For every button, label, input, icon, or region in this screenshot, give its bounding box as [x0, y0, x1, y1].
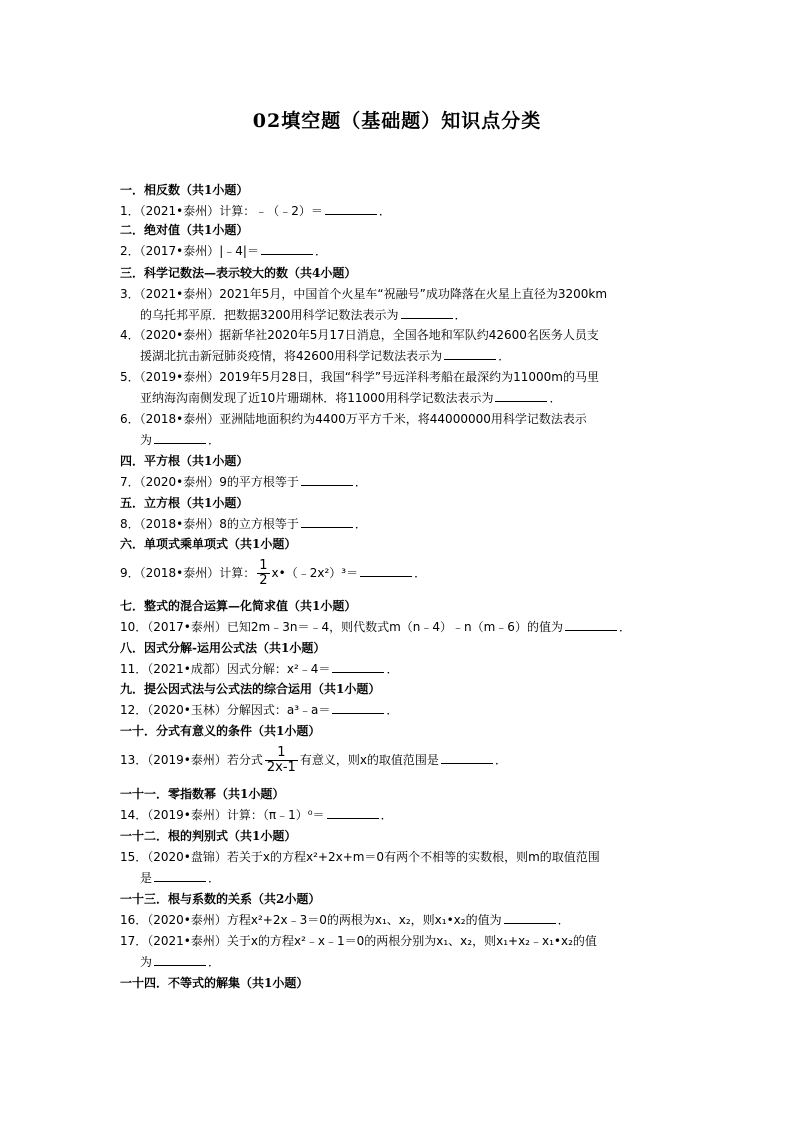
fraction — [257, 559, 269, 588]
question-item — [120, 243, 327, 259]
question-text: 为 — [140, 955, 153, 969]
period: ． — [208, 871, 221, 885]
section-heading: 一十四．不等式的解集（共1小题） — [120, 976, 309, 990]
section-heading: 一十一．零指数幂（共1小题） — [120, 787, 285, 801]
question-item — [120, 661, 398, 677]
question-text: 6．（2018•泰州）亚洲陆地面积约为4400万平方千米，将44000000用科学记数法表示 — [120, 412, 587, 426]
answer-blank[interactable] — [444, 348, 496, 360]
question-text: 17．（2021•泰州）关于x的方程x²﹣x﹣1＝0的两根分别为x₁、x₂，则x₁+x₂﹣x₁•x₂的值 — [120, 934, 597, 948]
answer-blank[interactable] — [325, 203, 377, 215]
answer-blank[interactable] — [441, 752, 493, 764]
period: ． — [557, 913, 570, 927]
period: ． — [454, 308, 467, 322]
question-item — [140, 954, 220, 970]
question-item — [120, 474, 367, 490]
answer-blank[interactable] — [327, 807, 379, 819]
question-item — [120, 702, 398, 718]
question-text: 5．（2019•泰州）2019年5月28日，我国“科学”号远洋科考船在最深约为11000m的马里 — [120, 370, 599, 384]
question-text: 4．（2020•泰州）据新华社2020年5月17日消息，全国各地和军队约42600名医务人员支 — [120, 328, 599, 342]
fraction-denominator: 2 — [259, 573, 268, 588]
question-text: 2．（2017•泰州）|﹣4|＝ — [120, 244, 259, 258]
answer-blank[interactable] — [495, 390, 547, 402]
section-heading: 一十．分式有意义的条件（共1小题） — [120, 724, 321, 738]
section-heading: 八．因式分解-运用公式法（共1小题） — [120, 641, 326, 655]
period: ． — [354, 517, 367, 531]
section-heading: 九．提公因式法与公式法的综合运用（共1小题） — [120, 682, 381, 696]
question-text: 援湖北抗击新冠肺炎疫情，将42600用科学记数法表示为 — [140, 349, 443, 363]
question-text: 的乌托邦平原．把数据3200用科学记数法表示为 — [140, 308, 399, 322]
answer-blank[interactable] — [301, 474, 353, 486]
section-heading: 一．相反数（共1小题） — [120, 183, 249, 197]
period: ． — [314, 244, 327, 258]
period: ． — [498, 349, 511, 363]
question-text: 1．（2021•泰州）计算：﹣（﹣2）＝ — [120, 204, 323, 218]
period: ． — [494, 753, 507, 767]
fraction-denominator: 2x-1 — [266, 760, 296, 775]
question-text: 15．（2020•盘锦）若关于x的方程x²+2x+m＝0有两个不相等的实数根，则m的取值范围 — [120, 850, 600, 864]
section-heading: 七．整式的混合运算—化简求值（共1小题） — [120, 599, 357, 613]
answer-blank[interactable] — [154, 954, 206, 966]
question-text: 8．（2018•泰州）8的立方根等于 — [120, 517, 299, 531]
question-text: 有意义，则x的取值范围是 — [299, 753, 439, 767]
period: ． — [378, 204, 391, 218]
question-item — [120, 203, 391, 219]
period: ． — [386, 703, 399, 717]
answer-blank[interactable] — [154, 870, 206, 882]
question-item — [120, 807, 393, 823]
section-heading: 一十三．根与系数的关系（共2小题） — [120, 892, 321, 906]
question-text: 亚纳海沟南侧发现了近10片珊瑚林．将11000用科学记数法表示为 — [140, 391, 494, 405]
question-text: 16．（2020•泰州）方程x²+2x﹣3＝0的两根为x₁、x₂，则x₁•x₂的值为 — [120, 913, 502, 927]
section-heading: 六．单项式乘单项式（共1小题） — [120, 537, 297, 551]
question-item — [120, 745, 507, 775]
period: ． — [618, 620, 631, 634]
answer-blank[interactable] — [332, 702, 384, 714]
answer-blank[interactable] — [565, 619, 617, 631]
question-text: 11．（2021•成都）因式分解：x²﹣4＝ — [120, 662, 331, 676]
question-text: 9．（2018•泰州）计算： — [120, 566, 256, 580]
fraction-numerator: 1 — [277, 745, 286, 760]
section-heading: 五．立方根（共1小题） — [120, 496, 249, 510]
answer-blank[interactable] — [301, 516, 353, 528]
question-text: 10．（2017•泰州）已知2m﹣3n＝﹣4，则代数式m（n﹣4）﹣n（m﹣6）的值为 — [120, 620, 563, 634]
question-text: 3．（2021•泰州）2021年5月，中国首个火星车“祝融号”成功降落在火星上直径为3200km — [120, 287, 608, 301]
answer-blank[interactable] — [360, 565, 412, 577]
question-item — [120, 558, 426, 588]
question-item — [140, 870, 220, 886]
question-text: 是 — [140, 871, 153, 885]
question-item — [140, 307, 467, 323]
fraction — [265, 746, 298, 775]
question-text: x•（﹣2x²）³＝ — [271, 566, 359, 580]
answer-blank[interactable] — [154, 432, 206, 444]
question-text: 为 — [140, 433, 153, 447]
fraction-numerator: 1 — [259, 558, 268, 573]
period: ． — [386, 662, 399, 676]
answer-blank[interactable] — [261, 243, 313, 255]
question-text: 13．（2019•泰州）若分式 — [120, 753, 263, 767]
period: ． — [208, 433, 221, 447]
question-item — [140, 348, 510, 364]
question-item — [140, 390, 561, 406]
question-item — [140, 432, 220, 448]
period: ． — [549, 391, 562, 405]
period: ． — [380, 808, 393, 822]
period: ． — [354, 475, 367, 489]
section-heading: 二．绝对值（共1小题） — [120, 223, 249, 237]
section-heading: 一十二．根的判别式（共1小题） — [120, 829, 297, 843]
question-text: 12．（2020•玉林）分解因式：a³﹣a＝ — [120, 703, 331, 717]
answer-blank[interactable] — [504, 912, 556, 924]
period: ． — [208, 955, 221, 969]
question-text: 7．（2020•泰州）9的平方根等于 — [120, 475, 299, 489]
question-text: 14．（2019•泰州）计算：（π﹣1）⁰＝ — [120, 808, 325, 822]
answer-blank[interactable] — [401, 307, 453, 319]
section-heading: 三．科学记数法—表示较大的数（共4小题） — [120, 266, 357, 280]
answer-blank[interactable] — [332, 661, 384, 673]
question-item — [120, 912, 570, 928]
question-item — [120, 619, 631, 635]
page-title: 02填空题（基础题）知识点分类 — [252, 110, 542, 132]
period: ． — [414, 566, 427, 580]
section-heading: 四．平方根（共1小题） — [120, 454, 249, 468]
question-item — [120, 516, 367, 532]
